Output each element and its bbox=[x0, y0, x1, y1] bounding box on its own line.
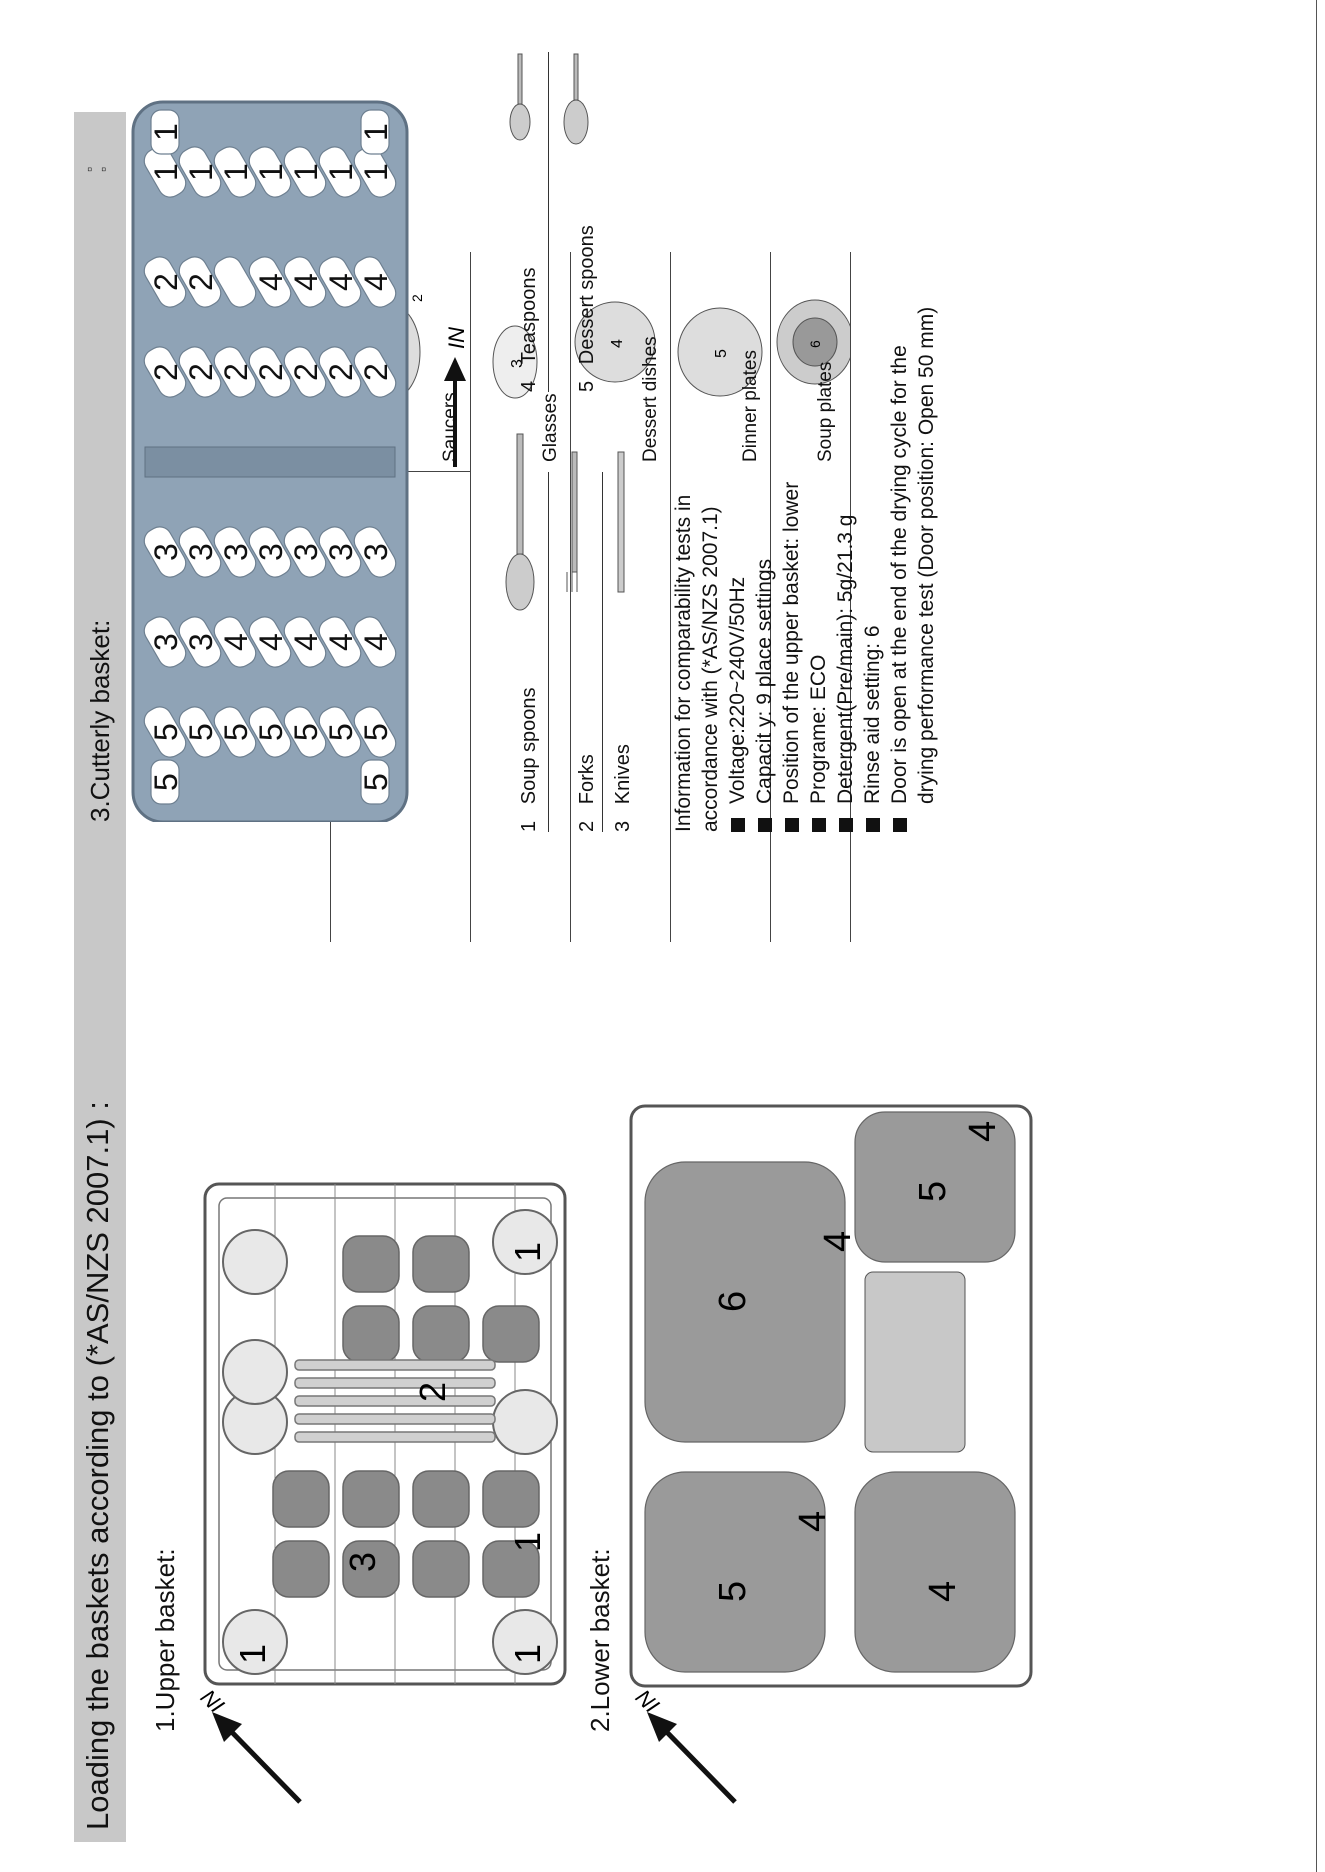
cutlery-corner-number: 5 bbox=[358, 773, 394, 791]
cutlery-slot-number: 3 bbox=[358, 543, 394, 561]
cutlery-slot-number: 1 bbox=[358, 163, 394, 181]
legend-dessert-dishes: Dessert dishes bbox=[640, 336, 661, 462]
bullet-icon bbox=[758, 818, 772, 832]
cutlery-slot-number: 2 bbox=[288, 363, 324, 381]
cutlery-basket-illustration bbox=[125, 92, 415, 822]
cutlery-slot-number: 4 bbox=[253, 633, 289, 651]
info-item: Rinse aid setting: 6 bbox=[859, 307, 886, 832]
cut-legend-2: 2 Forks bbox=[576, 754, 598, 832]
cutlery-slot-number: 3 bbox=[288, 543, 324, 561]
cut-legend-5: 5 Dessert spoons bbox=[576, 225, 598, 392]
upper-marker: 3 bbox=[342, 1551, 383, 1572]
info-item: Door is open at the end of the drying cycle for the bbox=[886, 307, 913, 832]
lower-basket-illustration bbox=[625, 1092, 1045, 1692]
lower-marker: 4 bbox=[817, 1230, 859, 1252]
upper-marker: 2 bbox=[412, 1381, 453, 1402]
lower-basket-heading: 2.Lower basket: bbox=[585, 1548, 615, 1732]
cutlery-slot-number: 4 bbox=[358, 633, 394, 651]
svg-text:5: 5 bbox=[713, 349, 730, 358]
cutlery-slot-number: 5 bbox=[323, 723, 359, 741]
info-block bbox=[670, 307, 940, 832]
info-item: Position of the upper basket: lower bbox=[778, 307, 805, 832]
cutlery-slot-number: 5 bbox=[218, 723, 254, 741]
cutlery-slot-number: 5 bbox=[358, 723, 394, 741]
cutlery-slot-number: 4 bbox=[323, 633, 359, 651]
cutlery-slot-number: 5 bbox=[148, 723, 184, 741]
info-intro-2: accordance with (*AS/NZS 2007.1) bbox=[699, 506, 722, 832]
cutlery-slot-number: 2 bbox=[253, 363, 289, 381]
footer-rule bbox=[1316, 0, 1317, 1872]
cutlery-corner-number: 5 bbox=[148, 773, 184, 791]
cut-legend-4: 4 Teaspoons bbox=[518, 267, 540, 392]
cutlery-slot-number: 1 bbox=[253, 163, 289, 181]
cutlery-slot-number: 1 bbox=[148, 163, 184, 181]
cutlery-legend-icons bbox=[490, 52, 640, 612]
info-item: Detergent(Pre/main): 5g/21.3 g bbox=[832, 307, 859, 832]
cutlery-slot-number: 3 bbox=[323, 543, 359, 561]
lower-marker: 4 bbox=[922, 1580, 964, 1602]
cutlery-slot-number: 1 bbox=[323, 163, 359, 181]
cutlery-slot-number: 2 bbox=[323, 363, 359, 381]
lower-marker: 6 bbox=[712, 1290, 754, 1312]
legend-dinner-plates: Dinner plates bbox=[740, 350, 761, 462]
lower-marker: 4 bbox=[962, 1120, 1004, 1142]
upper-basket-illustration bbox=[195, 1172, 585, 1692]
cutlery-slot-number: 2 bbox=[358, 363, 394, 381]
cutlery-slot-number: 2 bbox=[148, 363, 184, 381]
svg-text:4: 4 bbox=[609, 339, 626, 348]
cutlery-slot-number: 4 bbox=[358, 273, 394, 291]
upper-basket-heading: 1.Upper basket: bbox=[150, 1548, 180, 1732]
cutlery-slot-number: 4 bbox=[253, 273, 289, 291]
cutlery-slot-number: 2 bbox=[183, 363, 219, 381]
cutlery-slot-number: 2 bbox=[218, 363, 254, 381]
legend-saucers: Saucers bbox=[440, 392, 461, 462]
cutlery-legend bbox=[490, 52, 640, 832]
upper-marker: 1 bbox=[507, 1531, 548, 1552]
svg-text:2: 2 bbox=[409, 294, 425, 302]
bullet-icon bbox=[839, 818, 853, 832]
lower-marker: 5 bbox=[712, 1580, 754, 1602]
cutlery-slot-number: 4 bbox=[218, 633, 254, 651]
bullet-icon bbox=[731, 818, 745, 832]
cutlery-slot-number: 5 bbox=[183, 723, 219, 741]
info-item: Voltage:220~240V/50Hz bbox=[724, 307, 751, 832]
cutlery-slot-number: 4 bbox=[288, 633, 324, 651]
cutlery-slot-number: 2 bbox=[183, 273, 219, 291]
cutlery-slot-number: 4 bbox=[288, 273, 324, 291]
cutlery-slot-number: 1 bbox=[183, 163, 219, 181]
cut-legend-3: 3 Knives bbox=[612, 744, 634, 832]
lower-marker: 5 bbox=[912, 1180, 954, 1202]
cutlery-slot-number: 1 bbox=[218, 163, 254, 181]
cutlery-slot-number: 3 bbox=[183, 633, 219, 651]
info-item: Programe: ECO bbox=[805, 307, 832, 832]
lower-marker: 4 bbox=[792, 1510, 834, 1532]
cutlery-slot-number: 3 bbox=[148, 543, 184, 561]
upper-marker: 1 bbox=[232, 1643, 273, 1664]
cut-legend-1: 1 Soup spoons bbox=[518, 687, 540, 832]
legend-glasses: Glasses bbox=[540, 393, 561, 462]
cutlery-slot-number: 5 bbox=[288, 723, 324, 741]
upper-marker: 1 bbox=[507, 1643, 548, 1664]
upper-marker: 1 bbox=[507, 1241, 548, 1262]
bullet-icon bbox=[893, 818, 907, 832]
bullet-icon bbox=[812, 818, 826, 832]
cutlery-slot-number: 3 bbox=[183, 543, 219, 561]
info-continuation: drying performance test (Door position: Open 50 mm) bbox=[915, 306, 938, 804]
cutlery-slot-number: 3 bbox=[253, 543, 289, 561]
bullet-icon bbox=[866, 818, 880, 832]
svg-text:3: 3 bbox=[509, 359, 526, 368]
cutlery-in-label: IN bbox=[444, 327, 469, 349]
bullet-icon bbox=[785, 818, 799, 832]
upper-in-label: IN bbox=[196, 1684, 230, 1719]
svg-text:6: 6 bbox=[807, 340, 823, 348]
cutlery-slot-number: 1 bbox=[288, 163, 324, 181]
cutlery-corner-number: 1 bbox=[148, 123, 184, 141]
info-item: Capacit y: 9 place settings bbox=[751, 307, 778, 832]
cutlery-slot-number: 4 bbox=[323, 273, 359, 291]
cutlery-in-arrow bbox=[420, 327, 490, 477]
cutlery-slot-number: 5 bbox=[253, 723, 289, 741]
cutlery-basket-heading: 3.Cutterly basket: bbox=[85, 619, 115, 822]
cutlery-slot-number: 3 bbox=[148, 633, 184, 651]
legend-soup-plates: Soup plates bbox=[815, 361, 836, 462]
info-intro-1: Information for comparability tests in bbox=[672, 494, 695, 832]
page-title: Loading the baskets according to (*AS/NZS 2007.1) : bbox=[80, 1101, 115, 1830]
cutlery-corner-number: 1 bbox=[358, 123, 394, 141]
cutlery-slot-number: 2 bbox=[148, 273, 184, 291]
title-dots: ▫ ▫ bbox=[81, 167, 111, 172]
cutlery-slot-number: 3 bbox=[218, 543, 254, 561]
lower-in-label: IN bbox=[631, 1684, 665, 1719]
